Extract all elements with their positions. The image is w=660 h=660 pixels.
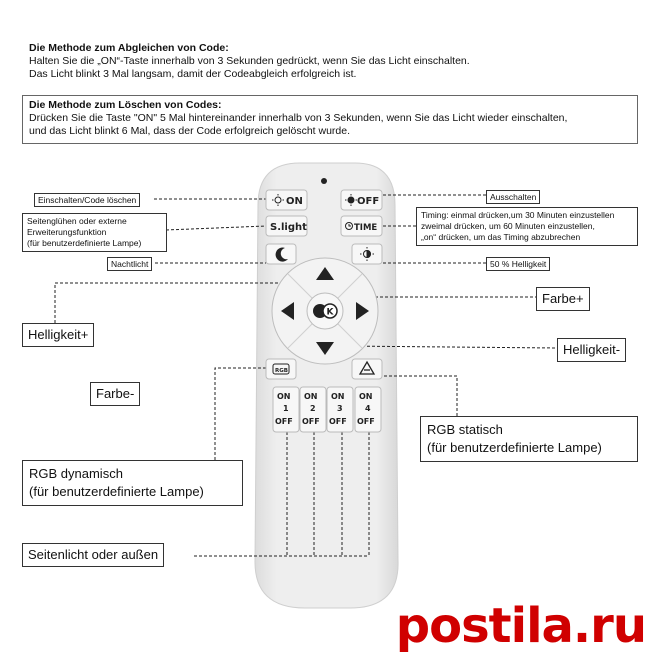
label-timing-line-2: zweimal drücken, um 60 Minuten einzustellen,: [421, 221, 595, 231]
label-farbe-plus: Farbe+: [536, 287, 590, 311]
k-button-label: K: [326, 307, 334, 318]
slight-button-label: S.light: [270, 222, 307, 233]
label-farbe-minus: Farbe-: [90, 382, 140, 406]
label-einschalten: Einschalten/Code löschen: [34, 193, 140, 207]
off-button-label: OFF: [357, 196, 380, 207]
rgb-dynamic-label: RGB: [275, 368, 288, 374]
half-brightness-button[interactable]: [352, 244, 382, 264]
zone-1-button[interactable]: [273, 387, 299, 432]
label-seitengluehen: [22, 213, 167, 252]
time-button-label: TIME: [354, 223, 378, 233]
zone-2-button[interactable]: [300, 387, 326, 432]
label-rgb-statisch-line-1: RGB statisch: [427, 422, 503, 437]
deleting-line-1: Drücken Sie die Taste "ON" 5 Mal hintereinander innerhalb von 3 Sekunden, wenn Sie das Licht wieder einschalten,: [29, 112, 568, 124]
rgb-static-button[interactable]: [352, 359, 382, 379]
zone-1-on: ON: [277, 392, 291, 401]
zone-3-number: 3: [337, 404, 343, 413]
label-seitenlicht: Seitenlicht oder außen: [22, 543, 164, 567]
time-button[interactable]: [341, 216, 382, 236]
label-helligkeit-plus: Helligkeit+: [22, 323, 94, 347]
slight-button[interactable]: [266, 216, 307, 236]
label-seitengluehen-line-3: (für benutzerdefinierte Lampe): [27, 238, 142, 248]
label-rgb-statisch-line-2: (für benutzerdefinierte Lampe): [427, 440, 602, 455]
pairing-line-1: Halten Sie die „ON“-Taste innerhalb von 3 Sekunden gedrückt, wenn Sie das Licht einschalten.: [29, 55, 470, 67]
pairing-title: Die Methode zum Abgleichen von Code:: [29, 42, 229, 54]
zone-4-on: ON: [359, 392, 373, 401]
zone-1-off: OFF: [275, 417, 293, 426]
zone-3-on: ON: [331, 392, 345, 401]
label-timing-line-3: „on“ drücken, um das Timing abzubrechen: [421, 232, 581, 242]
zone-2-off: OFF: [302, 417, 320, 426]
label-rgb-statisch: [420, 416, 638, 462]
label-rgb-dynamisch-line-2: (für benutzerdefinierte Lampe): [29, 484, 204, 499]
on-button-label: ON: [286, 196, 303, 207]
label-helligkeit-50: 50 % Helligkeit: [486, 257, 550, 271]
zone-3-off: OFF: [329, 417, 347, 426]
label-helligkeit-minus: Helligkeit-: [557, 338, 626, 362]
zone-4-off: OFF: [357, 417, 375, 426]
indicator-led: [321, 178, 327, 184]
label-seitengluehen-line-2: Erweiterungsfunktion: [27, 227, 107, 237]
night-light-button[interactable]: [266, 244, 296, 264]
on-button[interactable]: [266, 190, 307, 210]
label-rgb-dynamisch: [22, 460, 243, 506]
zone-4-button[interactable]: [355, 387, 381, 432]
rgb-dynamic-button[interactable]: [266, 359, 296, 379]
zone-3-button[interactable]: [327, 387, 353, 432]
label-timing-line-1: Timing: einmal drücken,um 30 Minuten einzustellen: [421, 210, 615, 220]
zone-4-number: 4: [365, 404, 371, 413]
pairing-line-2: Das Licht blinkt 3 Mal langsam, damit der Codeabgleich erfolgreich ist.: [29, 68, 357, 80]
zone-1-number: 1: [283, 404, 289, 413]
label-seitengluehen-line-1: Seitenglühen oder externe: [27, 216, 127, 226]
label-nachtlicht: Nachtlicht: [107, 257, 152, 271]
off-button[interactable]: [341, 190, 382, 210]
label-rgb-dynamisch-line-1: RGB dynamisch: [29, 466, 123, 481]
zone-2-on: ON: [304, 392, 318, 401]
deleting-line-2: und das Licht blinkt 6 Mal, dass der Code erfolgreich gelöscht wurde.: [29, 125, 351, 137]
label-timing: [416, 207, 638, 246]
deleting-title: Die Methode zum Löschen von Codes:: [29, 99, 222, 111]
watermark: postila.ru: [395, 598, 646, 654]
zone-2-number: 2: [310, 404, 316, 413]
label-ausschalten: Ausschalten: [486, 190, 540, 204]
k-button[interactable]: [313, 304, 337, 318]
